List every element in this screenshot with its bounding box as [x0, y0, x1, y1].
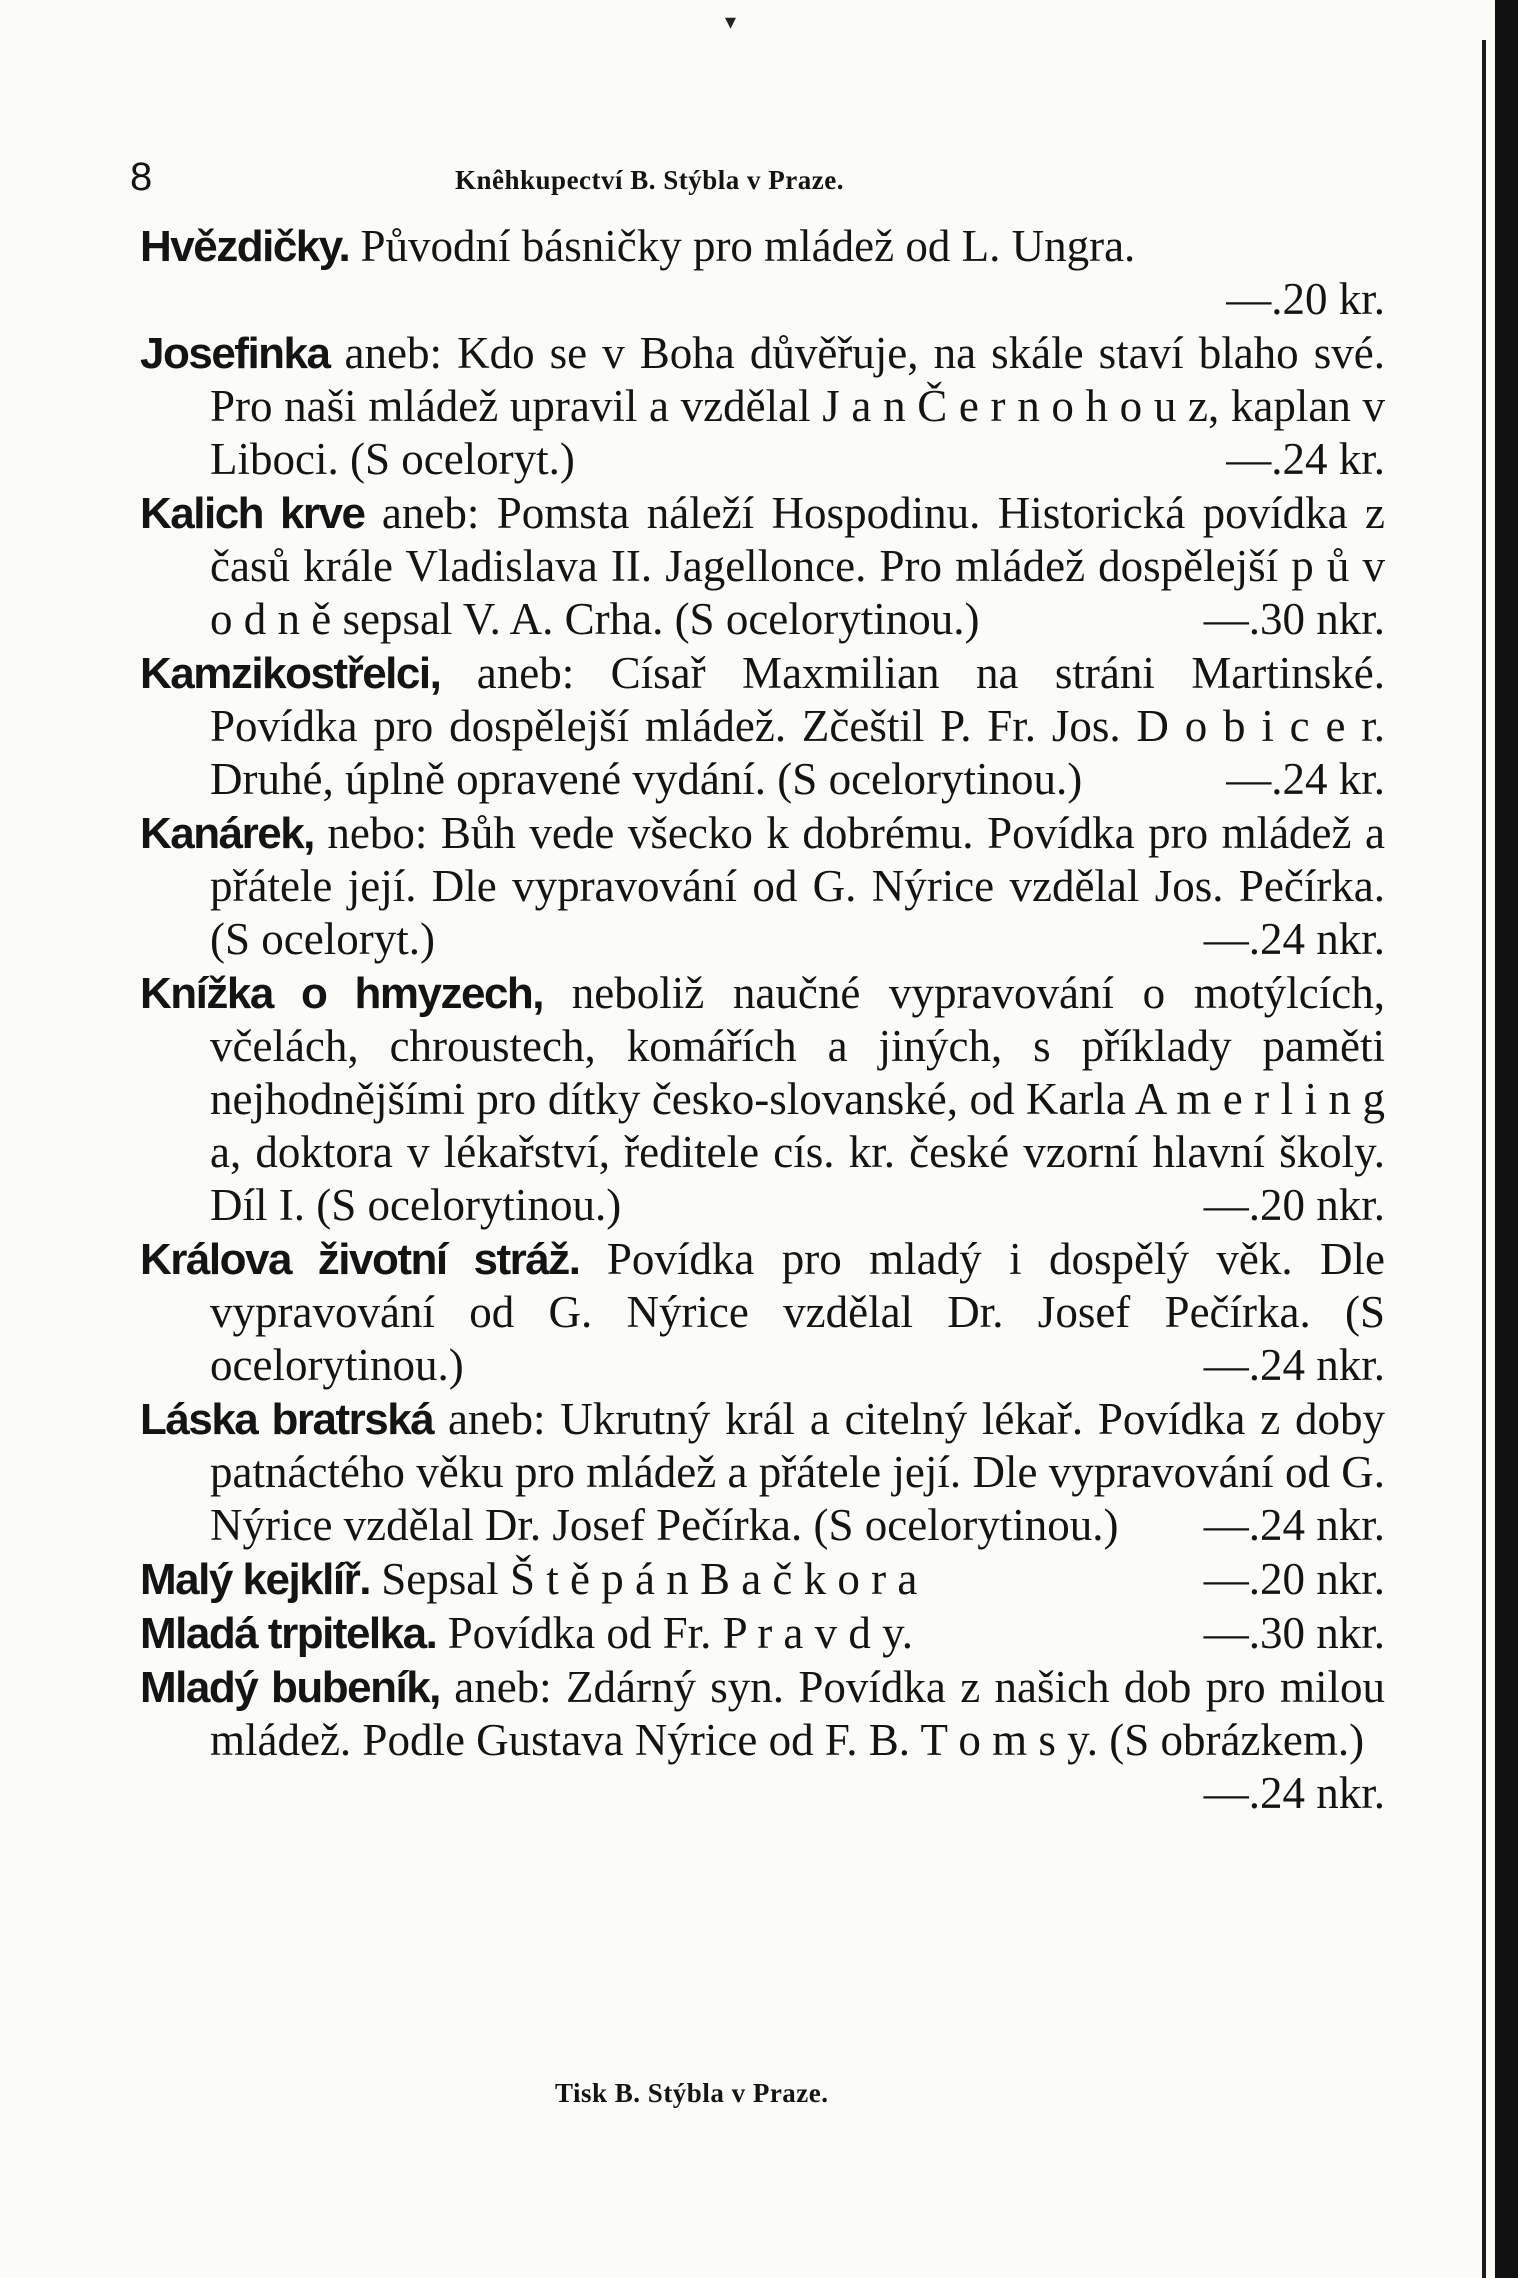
entry-title: Mladá trpitelka.	[140, 1609, 437, 1658]
entry-title: Knížka o hmyzech,	[140, 969, 544, 1018]
catalog-entry	[140, 327, 1385, 486]
entry-price: —.24 nkr.	[1203, 1768, 1385, 1818]
catalog-entry	[140, 647, 1385, 806]
printer-imprint: Tisk B. Stýbla v Praze.	[555, 2078, 829, 2108]
entry-text: nebo: Bůh vede všecko k dobrému. Povídka pro mládež a přátele její. Dle vypravování od G. Nýrice vzdělal Jos. Pečírka. (S oceloryt.)	[210, 808, 1385, 964]
entry-text: aneb: Ukrutný král a citelný lékař. Povídka z doby patnáctého věku pro mládež a přátele její. Dle vypravování od G. Nýrice vzdělal Dr. Josef Pečírka. (S ocelorytinou.)	[210, 1394, 1385, 1550]
catalog-entry	[140, 220, 1385, 326]
entry-text: Sepsal Š t ě p á n B a č k o r a	[369, 1554, 918, 1604]
entry-title: Hvězdičky.	[140, 222, 350, 271]
catalog-entry	[140, 1553, 1385, 1606]
entry-price: —.24 nkr.	[1203, 1340, 1385, 1390]
entry-text: aneb: Zdárný syn. Povídka z našich dob pro milou mládež. Podle Gustava Nýrice od F. B. T o m s y. (S obrázkem.)	[210, 1662, 1385, 1765]
entry-title: Malý kejklíř.	[140, 1555, 370, 1604]
entry-text: neboliž naučné vypravování o motýlcích, včelách, chroustech, komářích a jiných, s příklady paměti nejhodnějšími pro dítky česko-slovanské, od Karla A m e r l i n g a, doktora v lékařství, ředitele cís. kr. české vzorní hlavní školy. Díl I. (S ocelorytinou.)	[210, 968, 1385, 1230]
entry-price: —.30 nkr.	[1203, 594, 1385, 644]
catalog-entry	[140, 1233, 1385, 1392]
entry-price: —.24 nkr.	[1203, 1500, 1385, 1550]
entry-price: —.24 kr.	[1226, 434, 1385, 484]
catalog-entry	[140, 1607, 1385, 1660]
entry-text: aneb: Pomsta náleží Hospodinu. Historická povídka z časů krále Vladislava II. Jagellonce. Pro mládež dospělejší p ů v o d n ě sepsal V. A. Crha. (S ocelorytinou.)	[210, 488, 1385, 644]
entry-price: —.30 nkr.	[1203, 1608, 1385, 1658]
entry-title: Kamzikostřelci,	[140, 649, 441, 698]
entry-title: Mladý bubeník,	[140, 1663, 440, 1712]
entry-text: Povídka pro mladý i dospělý věk. Dle vypravování od G. Nýrice vzdělal Dr. Josef Pečírka. (S ocelorytinou.)	[210, 1234, 1385, 1390]
page-edge-line	[1482, 40, 1486, 2278]
entry-price: —.20 nkr.	[1203, 1180, 1385, 1230]
catalog-entry	[140, 967, 1385, 1232]
catalog-entries	[140, 220, 1385, 1820]
entry-title: Kalich krve	[140, 489, 365, 538]
page-header	[130, 150, 1380, 210]
page-number: 8	[130, 155, 153, 199]
entry-price: —.24 nkr.	[1203, 914, 1385, 964]
catalog-entry	[140, 807, 1385, 966]
entry-title: Kanárek,	[140, 809, 314, 858]
catalog-entry	[140, 487, 1385, 646]
entry-text: aneb: Císař Maxmilian na stráni Martinské. Povídka pro dospělejší mládež. Zčeštil P. Fr. Jos. D o b i c e r. Druhé, úplně opravené vydání. (S ocelorytinou.)	[210, 648, 1385, 804]
catalog-entry	[140, 1393, 1385, 1552]
entry-text: Povídka od Fr. P r a v d y.	[436, 1608, 913, 1658]
entry-text: aneb: Kdo se v Boha důvěřuje, na skále staví blaho své. Pro naši mládež upravil a vzdělal J a n Č e r n o h o u z, kaplan v Liboci. (S oceloryt.)	[210, 328, 1385, 484]
scan-border	[1495, 0, 1518, 2278]
entry-text: Původní básničky pro mládež od L. Ungra.	[349, 221, 1136, 271]
running-title: Knêhkupectví B. Stýbla v Praze.	[455, 165, 845, 195]
entry-title: Josefinka	[140, 329, 330, 378]
entry-title: Láska bratrská	[140, 1395, 434, 1444]
print-mark: ▾	[725, 10, 737, 35]
entry-price: —.20 nkr.	[1203, 1554, 1385, 1604]
entry-title: Králova životní stráž.	[140, 1235, 580, 1284]
entry-price: —.20 kr.	[1226, 274, 1385, 324]
catalog-entry	[140, 1661, 1385, 1818]
entry-price: —.24 kr.	[1226, 754, 1385, 804]
